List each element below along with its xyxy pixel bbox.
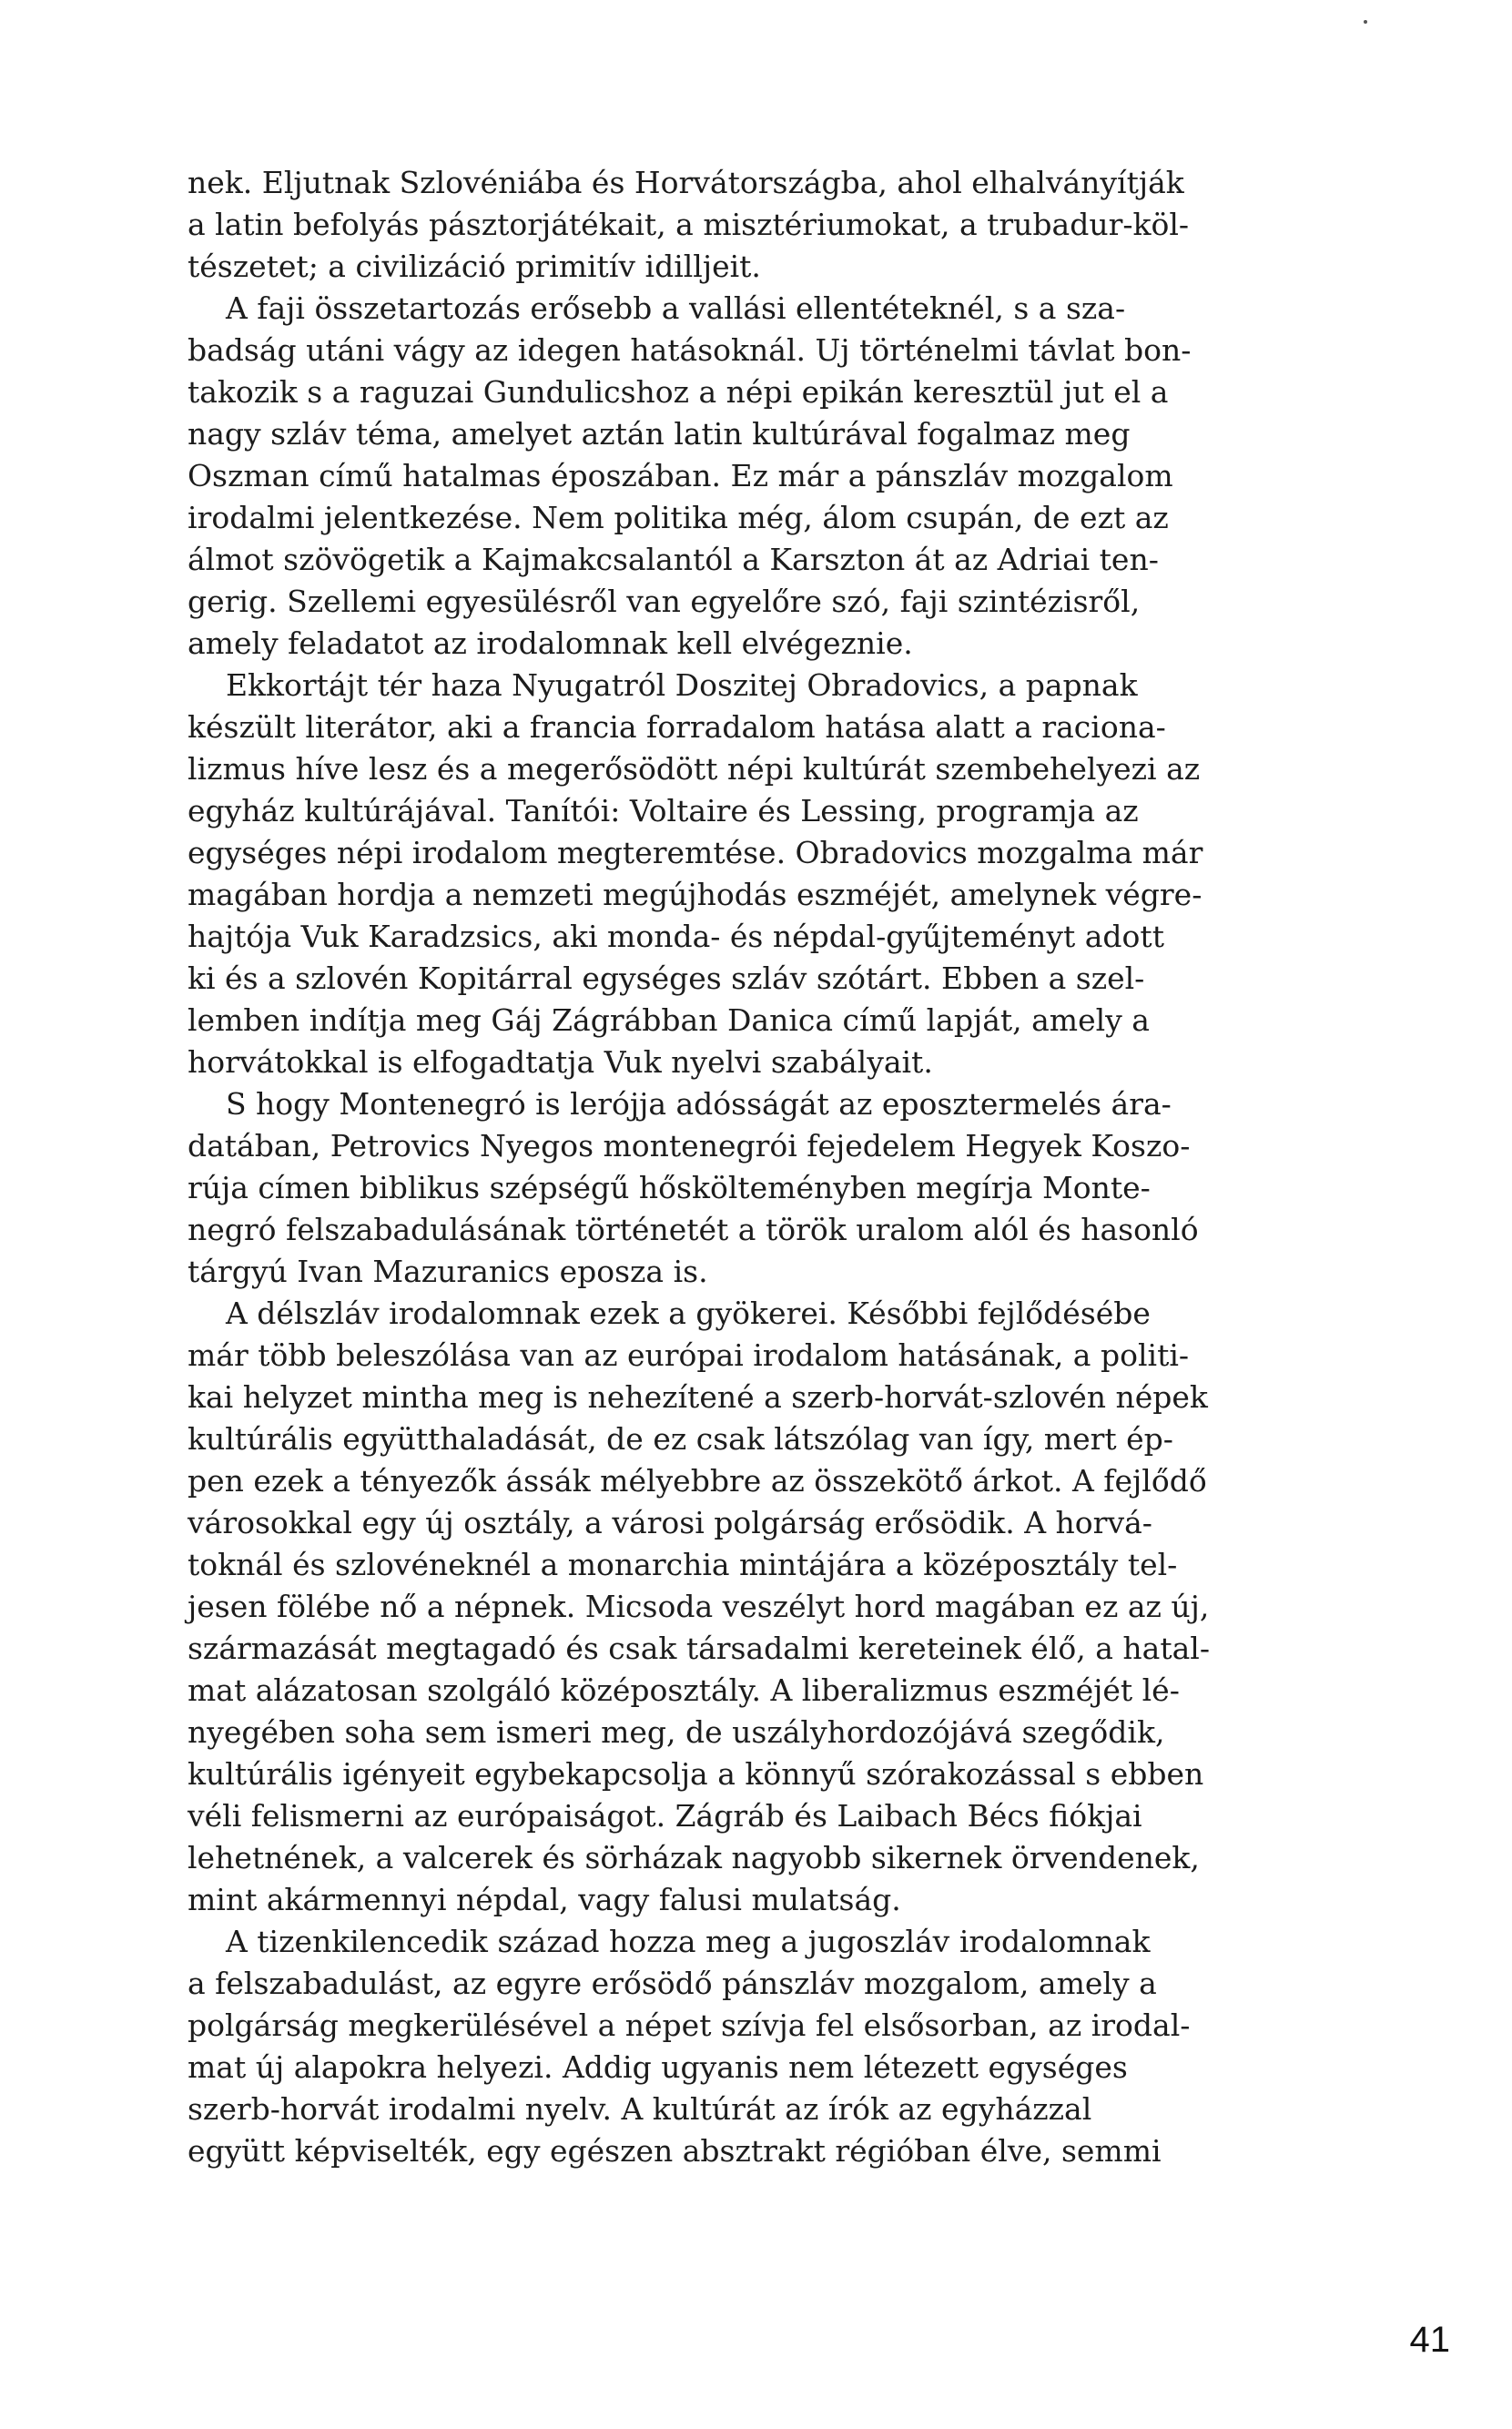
text-line: egységes népi irodalom megteremtése. Obradovics mozgalma már (188, 835, 1203, 870)
text-line: lizmus híve lesz és a megerősödött népi kultúrát szembehelyezi az (188, 751, 1201, 787)
text-line: kultúrális együtthaladását, de ez csak látszólag van így, mert ép- (188, 1421, 1173, 1457)
text-line: irodalmi jelentkezése. Nem politika még, álom csupán, de ezt az (188, 500, 1169, 535)
text-line: gerig. Szellemi egyesülésről van egyelőre szó, faji szintézisről, (188, 584, 1141, 619)
text-line: hajtója Vuk Karadzsics, aki monda- és népdal-gyűjteményt adott (188, 919, 1164, 954)
text-line: Oszman című hatalmas époszában. Ez már a pánszláv mozgalom (188, 458, 1173, 493)
text-line: véli felismerni az európaiságot. Zágráb és Laibach Bécs fiókjai (188, 1798, 1142, 1834)
text-line: mat alázatosan szolgáló középosztály. A liberalizmus eszméjét lé- (188, 1672, 1180, 1708)
text-line: lehetnének, a valcerek és sörházak nagyobb sikernek örvendenek, (188, 1840, 1200, 1875)
text-line: származását megtagadó és csak társadalmi kereteinek élő, a hatal- (188, 1631, 1210, 1666)
text-line: A faji összetartozás erősebb a vallási ellentéteknél, s a sza- (188, 290, 1126, 326)
text-line: jesen fölébe nő a népnek. Micsoda veszélyt hord magában ez az új, (188, 1589, 1210, 1624)
text-line: tészetet; a civilizáció primitív idilljeit. (188, 249, 761, 284)
text-line: negró felszabadulásának történetét a török uralom alól és hasonló (188, 1212, 1199, 1247)
text-line: A délszláv irodalomnak ezek a gyökerei. Későbbi fejlődésébe (188, 1296, 1151, 1331)
text-line: szerb-horvát irodalmi nyelv. A kultúrát az írók az egyházzal (188, 2091, 1092, 2127)
text-line: horvátokkal is elfogadtatja Vuk nyelvi szabályait. (188, 1044, 933, 1080)
text-line: ki és a szlovén Kopitárral egységes szláv szótárt. Ebben a szel- (188, 960, 1145, 996)
text-line: takozik s a raguzai Gundulicshoz a népi epikán keresztül jut el a (188, 374, 1169, 410)
text-line: polgárság megkerülésével a népet szívja fel elsősorban, az irodal- (188, 2007, 1191, 2043)
text-line: kultúrális igényeit egybekapcsolja a könnyű szórakozással s ebben (188, 1756, 1204, 1792)
text-line: tárgyú Ivan Mazuranics eposza is. (188, 1254, 708, 1289)
text-line: nyegében soha sem ismeri meg, de uszályhordozójává szegődik, (188, 1714, 1165, 1750)
text-line: magában hordja a nemzeti megújhodás eszméjét, amelynek végre- (188, 877, 1202, 912)
text-line: a latin befolyás pásztorjátékait, a misztériumokat, a trubadur-köl- (188, 207, 1190, 242)
text-line: Ekkortájt tér haza Nyugatról Doszitej Obradovics, a papnak (188, 667, 1138, 703)
text-line: mat új alapokra helyezi. Addig ugyanis nem létezett egységes (188, 2049, 1128, 2085)
text-line: lemben indítja meg Gáj Zágrábban Danica című lapját, amely a (188, 1002, 1150, 1038)
text-line: álmot szövögetik a Kajmakcsalantól a Karszton át az Adriai ten- (188, 542, 1159, 577)
text-line: pen ezek a tényezők ássák mélyebbre az összekötő árkot. A fejlődő (188, 1463, 1207, 1499)
text-line: együtt képviselték, egy egészen absztrakt régióban élve, semmi (188, 2133, 1162, 2169)
text-line: egyház kultúrájával. Tanítói: Voltaire és Lessing, programja az (188, 793, 1139, 828)
text-line: badság utáni vágy az idegen hatásoknál. Uj történelmi távlat bon- (188, 332, 1192, 368)
text-line: mint akármennyi népdal, vagy falusi mulatság. (188, 1882, 901, 1917)
text-line: amely feladatot az irodalomnak kell elvégeznie. (188, 625, 913, 661)
page-number: 41 (1409, 2320, 1450, 2360)
speck-mark (1364, 20, 1367, 24)
text-line: datában, Petrovics Nyegos montenegrói fejedelem Hegyek Koszo- (188, 1128, 1191, 1164)
text-line: már több beleszólása van az európai irodalom hatásának, a politi- (188, 1337, 1190, 1373)
text-line: A tizenkilencedik század hozza meg a jugoszláv irodalomnak (188, 1924, 1151, 1959)
text-line: készült literátor, aki a francia forradalom hatása alatt a raciona- (188, 709, 1166, 745)
text-line: kai helyzet mintha meg is nehezítené a szerb-horvát-szlovén népek (188, 1379, 1208, 1415)
text-line: városokkal egy új osztály, a városi polgárság erősödik. A horvá- (188, 1505, 1152, 1540)
text-line: toknál és szlovéneknél a monarchia mintájára a középosztály tel- (188, 1547, 1178, 1582)
body-text (188, 162, 1464, 2172)
text-line: nagy szláv téma, amelyet aztán latin kultúrával fogalmaz meg (188, 416, 1131, 452)
text-line: rúja címen biblikus szépségű hőskölteményben megírja Monte- (188, 1170, 1151, 1205)
text-line: S hogy Montenegró is lerójja adósságát az eposztermelés ára- (188, 1086, 1172, 1122)
text-line: a felszabadulást, az egyre erősödő pánszláv mozgalom, amely a (188, 1966, 1157, 2001)
text-line: nek. Eljutnak Szlovéniába és Horvátországba, ahol elhalványítják (188, 165, 1184, 200)
